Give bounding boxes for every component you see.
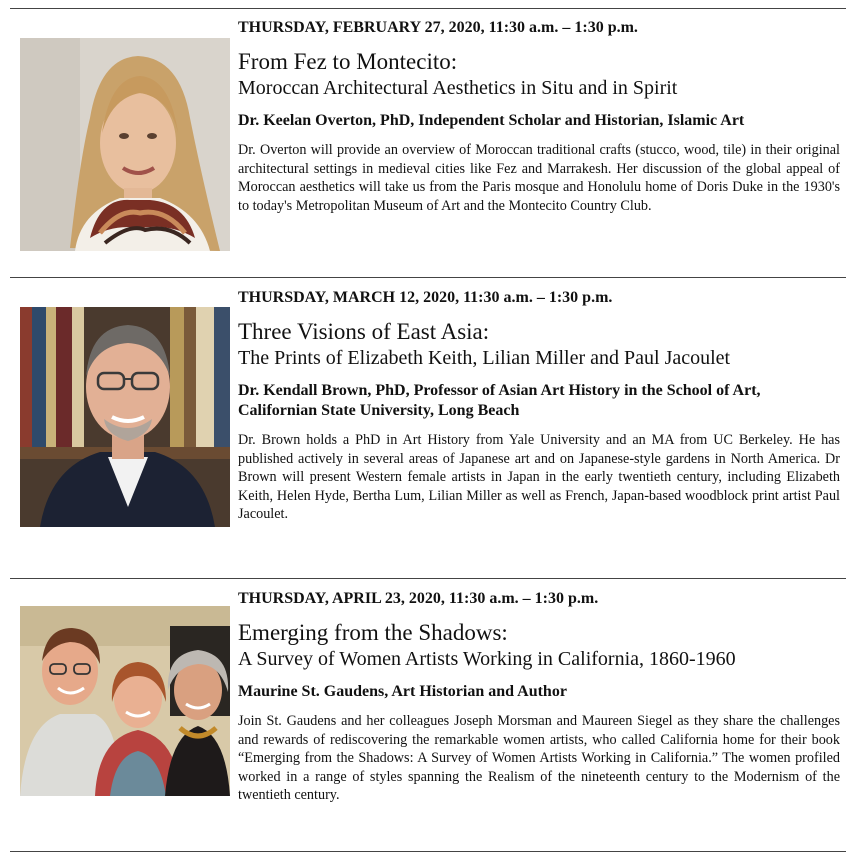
speaker-photo [20,606,230,796]
event-description: Dr. Brown holds a PhD in Art History from Yale University and an MA from UC Berkeley. He has published actively in several areas of Japanese art and on Japanese-style gardens in North America. Dr Brown will present Western female artists in Japan in the early twentieth century, including Elizabeth Keith, Helen Hyde, Bertha Lum, Lilian Miller as well as French, Japan-based woodblock print artist Paul Jacoulet. [238,432,840,523]
event-subtitle: The Prints of Elizabeth Keith, Lilian Miller and Paul Jacoulet [238,347,731,369]
event-subtitle: A Survey of Women Artists Working in California, 1860-1960 [238,648,736,670]
event-description: Dr. Overton will provide an overview of Moroccan traditional crafts (stucco, wood, tile) in their original architectural settings in medieval cities like Fez and Marrakesh. Her discussion of the global appeal of Moroccan aesthetics will take us from the Paris mosque and Honolulu home of Doris Duke in the 1930's to today's Metropolitan Museum of Art and the Montecito Country Club. [238,142,840,214]
event-speaker: Dr. Keelan Overton, PhD, Independent Scholar and Historian, Islamic Art [238,112,745,129]
event-title: Emerging from the Shadows: [238,620,508,645]
divider-rule [10,578,846,579]
event-description: Join St. Gaudens and her colleagues Joseph Morsman and Maureen Siegel as they share the challenges and rewards of rediscovering the remarkable women artists, who called California home for their book “Emerging from the Shadows: A Survey of Women Artists Working in California.” The women profiled worked in a range of styles spanning the Realism of the nineteenth century to the Modernism of the twentieth century. [238,713,840,804]
event-title: From Fez to Montecito: [238,49,458,74]
speaker-photo [20,307,230,527]
group-photo-image [20,606,230,796]
event-date: THURSDAY, MARCH 12, 2020, 11:30 a.m. – 1:30 p.m. [238,289,613,306]
divider-rule [10,277,846,278]
event-subtitle: Moroccan Architectural Aesthetics in Situ and in Spirit [238,77,678,99]
event-speaker: Dr. Kendall Brown, PhD, Professor of Asian Art History in the School of Art, Californian State University, Long Beach [238,382,761,419]
event-date: THURSDAY, FEBRUARY 27, 2020, 11:30 a.m. – 1:30 p.m. [238,19,638,36]
event-title: Three Visions of East Asia: [238,319,490,344]
bottom-rule [10,851,846,852]
speaker-photo [20,38,230,251]
portrait-woman-image [20,38,230,251]
event-date: THURSDAY, APRIL 23, 2020, 11:30 a.m. – 1:30 p.m. [238,590,599,607]
portrait-man-image [20,307,230,527]
top-rule [10,8,846,9]
event-speaker: Maurine St. Gaudens, Art Historian and Author [238,683,567,700]
